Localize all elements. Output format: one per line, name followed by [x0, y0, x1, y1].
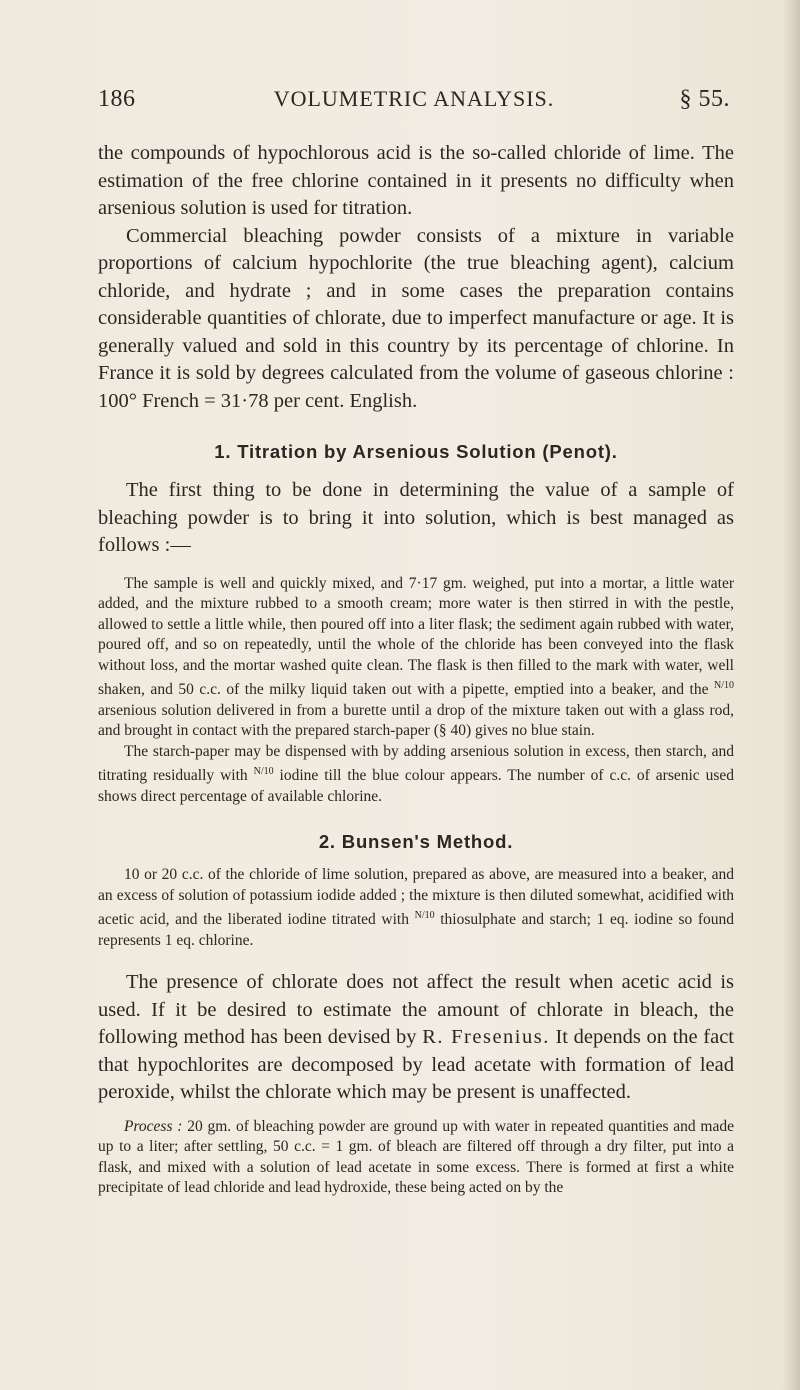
process-label: Process :: [124, 1117, 183, 1135]
section-reference: § 55.: [679, 86, 730, 112]
section-2-procedure: [98, 865, 734, 951]
chlorate-text-b: It depends on the fact that hypochlorites are decomposed by lead acetate with formation of lead peroxide, whilst the chlorate which may be present is unaffected.: [98, 1026, 735, 1104]
procedure-text-a: The sample is well and quickly mixed, and 7·17 gm. weighed, put into a mortar, a little water added, and the mixture rubbed to a smooth cream; more water is then stirred in with the pestle, allowed to settle a little while, then poured off into a liter flask; the sediment again rubbed with water, poured off, and so on repeatedly, until the whole of the chloride has been conveyed into the flask without loss, and the mortar washed quite clean. The flask is then filled to the mark with water, well shaken, and 50 c.c. of the milky liquid taken out with a pipette, emptied into a beaker, and the: [98, 574, 734, 699]
alternative-text-a: The starch-paper may be dispensed with by adding arsenious solution in excess, then starch, and titrating residually with: [98, 742, 734, 785]
page-number: 186: [98, 86, 136, 112]
section-1-heading: 1. Titration by Arsenious Solution (Penot).: [214, 441, 618, 462]
author-name: R. Fresenius.: [422, 1026, 550, 1049]
chlorate-text-a: The presence of chlorate does not affect the result when acetic acid is used. If it be desired to estimate the amount of chlorate in bleach, the following method has been devised by: [98, 971, 734, 1049]
alternative-text-b: iodine till the blue colour appears. The number of c.c. of arsenic used shows direct percentage of available chlorine.: [98, 767, 735, 805]
intro-paragraph-1: the compounds of hypochlorous acid is the so-called chloride of lime. The estimation of the free chlorine contained in it presents no difficulty when arsenious solution is used for titration.: [98, 142, 734, 219]
normality-fraction: N/10: [414, 910, 435, 922]
page-body: [98, 140, 734, 1199]
section-1-lead: The first thing to be done in determining the value of a sample of bleaching powder is to bring it into solution, which is best managed as follows :—: [98, 479, 734, 556]
section-2-heading: 2. Bunsen's Method.: [318, 831, 514, 853]
chlorate-paragraph: [98, 969, 734, 1107]
section-1-alternative: [98, 742, 734, 808]
process-paragraph: [98, 1117, 734, 1199]
intro-paragraph-2: Commercial bleaching powder consists of a mixture in variable proportions of calcium hypochlorite (the true bleaching agent), calcium chloride, and hydrate ; and in some cases the preparation contains considerable quantities of chlorate, due to imperfect manufacture or age. It is generally valued and sold in this country by its percentage of chlorine. In France it is sold by degrees calculated from the volume of gaseous chlorine : 100° French = 31·78 per cent. English.: [98, 224, 734, 412]
process-text: 20 gm. of bleaching powder are ground up with water in repeated quantities and made up to a liter; after settling, 50 c.c. = 1 gm. of bleach are filtered off through a dry filter, put into a flask, and mixed with a solution of lead acetate in some excess. There is formed at first a white precipitate of lead chloride and lead hydroxide, these being acted on by the: [98, 1117, 734, 1197]
normality-fraction: N/10: [253, 766, 274, 778]
bunsen-text-a: 10 or 20 c.c. of the chloride of lime solution, prepared as above, are measured into a beaker, and an excess of solution of potassium iodide added ; the mixture is then diluted somewhat, acidified with acetic acid, and the liberated iodine titrated with: [98, 866, 734, 929]
section-1-procedure: [98, 574, 734, 742]
procedure-text-b: arsenious solution delivered in from a burette until a drop of the mixture taken out with a glass rod, and brought in contact with the prepared starch-paper (§ 40) gives no blue stain.: [98, 701, 734, 740]
running-title: VOLUMETRIC ANALYSIS.: [273, 86, 555, 111]
bunsen-text-b: thiosulphate and starch; 1 eq. iodine so found represents 1 eq. chlorine.: [98, 911, 735, 949]
running-header: [98, 86, 730, 120]
page-edge-shadow: [782, 0, 800, 1390]
normality-fraction: N/10: [714, 680, 735, 691]
